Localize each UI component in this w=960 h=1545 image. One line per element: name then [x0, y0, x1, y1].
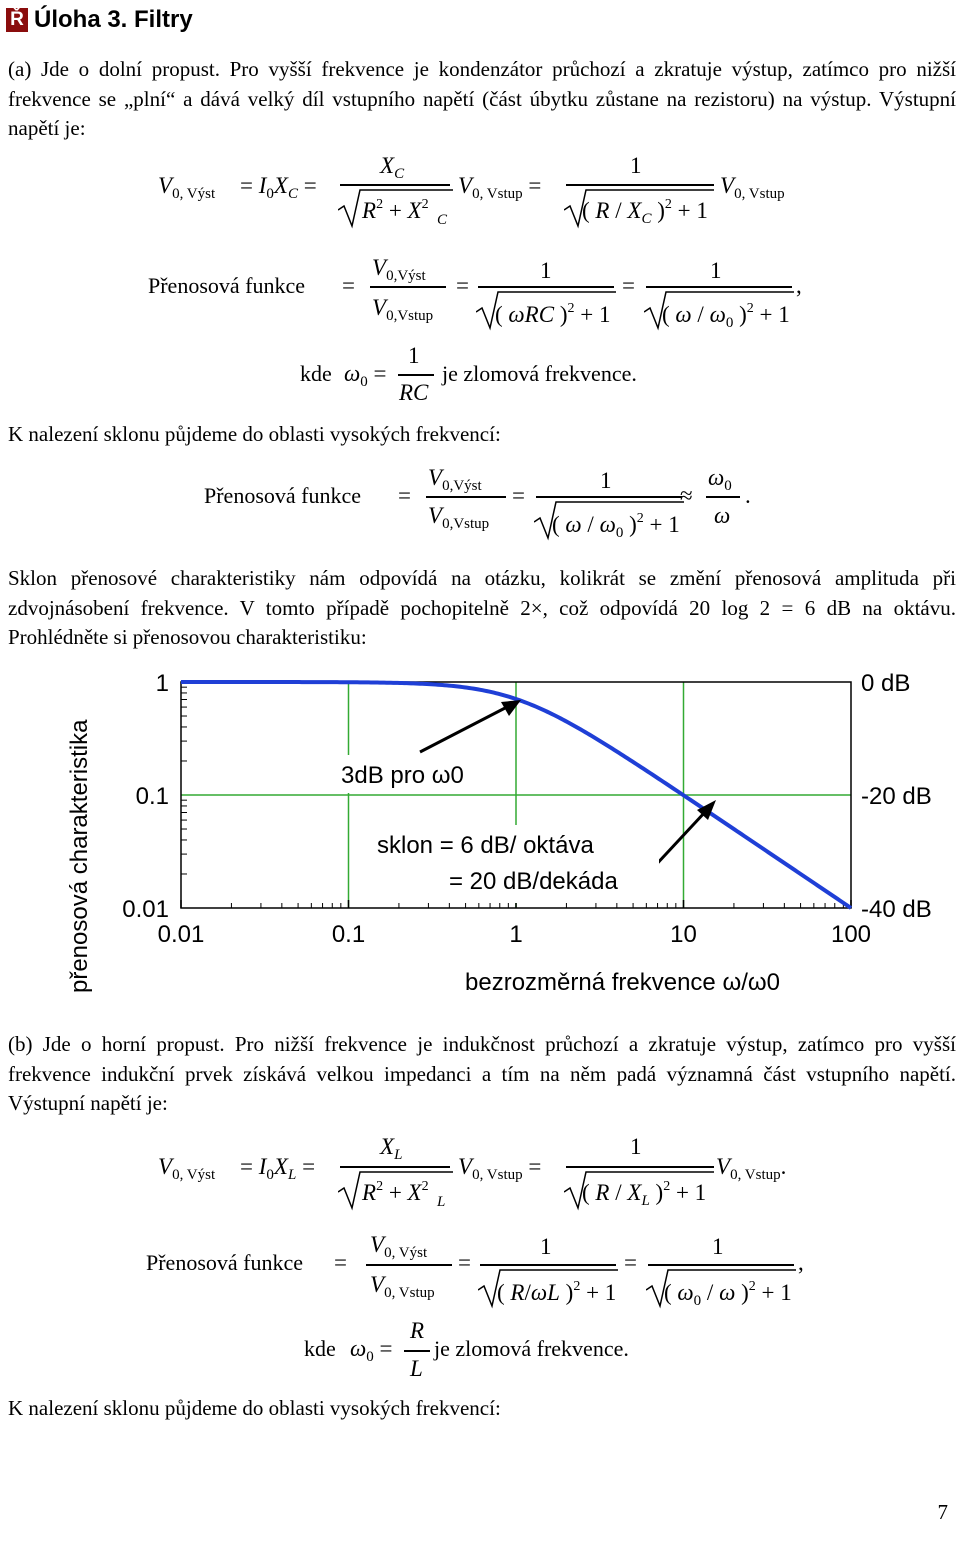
chart-ylabel: přenosová charakteristika [66, 719, 93, 993]
db-label: -40 dB [861, 896, 932, 923]
chart-xlabel: bezrozměrná frekvence ω/ω0 [465, 969, 780, 996]
annotation-slope-line1: sklon = 6 dB/ oktáva [377, 832, 594, 859]
section-heading [6, 6, 193, 34]
db-label: -20 dB [861, 783, 932, 810]
part-b-intro: (b) Jde o horní propust. Pro nižší frekvence je indukčnost průchozí a zkratuje výstup, zatímco pro vyšší frekvence indukční prvek získává velkou impedanci a tím na něm padá významná část vstupního napětí. Výstupní napětí je: [8, 1032, 956, 1115]
transfer-chart [55, 660, 935, 1005]
x-tick-label: 10 [670, 921, 697, 948]
annotation-3db: 3dB pro ω0 [341, 762, 464, 789]
x-tick-label: 1 [509, 921, 523, 948]
x-tick-label: 0.1 [331, 921, 366, 948]
x-tick-label: 0.01 [157, 921, 205, 948]
part-a-slope-text: Sklon přenosové charakteristiky nám odpovídá na otázku, kolikrát se změní přenosová amplituda při zdvojnásobení frekvence. V tomto případě pochopitelně 2×, což odpovídá 20 log 2 = 6 dB na oktávu. Prohlédněte si přenosovou charakteristiku: [8, 566, 956, 649]
chart-ticks [122, 670, 931, 948]
part-a-high-freq: K nalezení sklonu půjdeme do oblasti vysokých frekvencí: [8, 422, 501, 446]
part-a-intro: (a) Jde o dolní propust. Pro vyšší frekvence je kondenzátor průchozí a zkratuje výstup, zatímco pro nižší frekvence se „plní“ a dává velký díl vstupního napětí (část úbytku zůstane na rezistoru) na výstup. Výstupní napětí je: [8, 57, 956, 140]
y-tick-label: 0.01 [122, 896, 169, 923]
y-tick-label: 1 [155, 670, 169, 697]
annotation-slope-line2: = 20 dB/dekáda [449, 868, 618, 895]
y-tick-label: 0.1 [135, 783, 169, 810]
page-number: 7 [937, 1500, 948, 1524]
part-b-high-freq: K nalezení sklonu půjdeme do oblasti vysokých frekvencí: [8, 1396, 501, 1420]
section-badge: Ř [6, 8, 28, 32]
db-label: 0 dB [861, 670, 911, 697]
x-tick-label: 100 [830, 921, 872, 948]
section-title: Úloha 3. Filtry [34, 6, 193, 33]
